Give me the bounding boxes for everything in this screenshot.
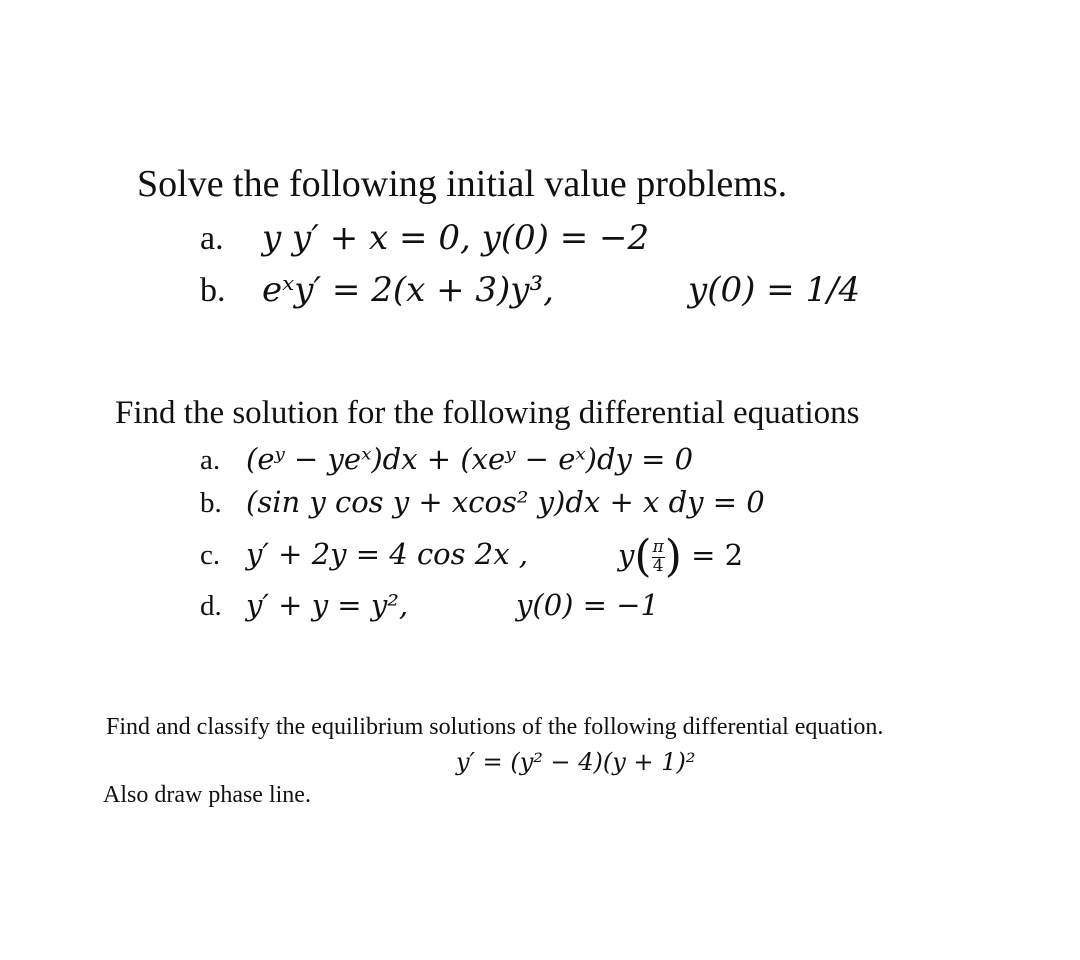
section-heading: Find the solution for the following differential equations [115, 395, 860, 431]
initial-condition: y(0) = 1/4 [688, 270, 861, 310]
equation: (eʸ − yeˣ)dx + (xeʸ − eˣ)dy = 0 [246, 442, 694, 476]
section-heading: Solve the following initial value problems. [137, 163, 788, 205]
condition-value: = 2 [691, 538, 744, 572]
equation: y y′ + x = 0, y(0) = −2 [262, 218, 650, 258]
equation: y′ + y = y², [246, 588, 409, 622]
item-letter: a. [200, 444, 221, 476]
item-letter: b. [200, 272, 226, 309]
item-letter: a. [200, 220, 224, 257]
item-letter: d. [200, 590, 222, 622]
equation: (sin y cos y + xcos² y)dx + x dy = 0 [246, 485, 765, 519]
instruction-note: Also draw phase line. [103, 782, 311, 808]
left-paren: ( [634, 531, 652, 582]
equation: eˣy′ = 2(x + 3)y³, [262, 270, 554, 310]
problem-item-a [200, 218, 649, 258]
problem-item-b [200, 485, 765, 520]
fraction-numerator: π [652, 536, 664, 557]
fraction [652, 536, 665, 576]
problem-item-d [200, 588, 659, 623]
condition-function: y [618, 538, 635, 572]
initial-condition [618, 531, 744, 582]
equation: y′ + 2y = 4 cos 2x , [246, 537, 528, 571]
problem-item-b [200, 270, 861, 310]
fraction-denominator: 4 [652, 555, 664, 576]
problem-item-c [200, 531, 744, 582]
equation: y′ = (y² − 4)(y + 1)² [456, 748, 696, 776]
right-paren: ) [664, 531, 682, 582]
item-letter: c. [200, 539, 221, 571]
section-heading: Find and classify the equilibrium solutions of the following differential equation. [106, 714, 884, 740]
initial-condition: y(0) = −1 [516, 588, 659, 622]
item-letter: b. [200, 487, 222, 519]
problem-item-a [200, 442, 693, 477]
